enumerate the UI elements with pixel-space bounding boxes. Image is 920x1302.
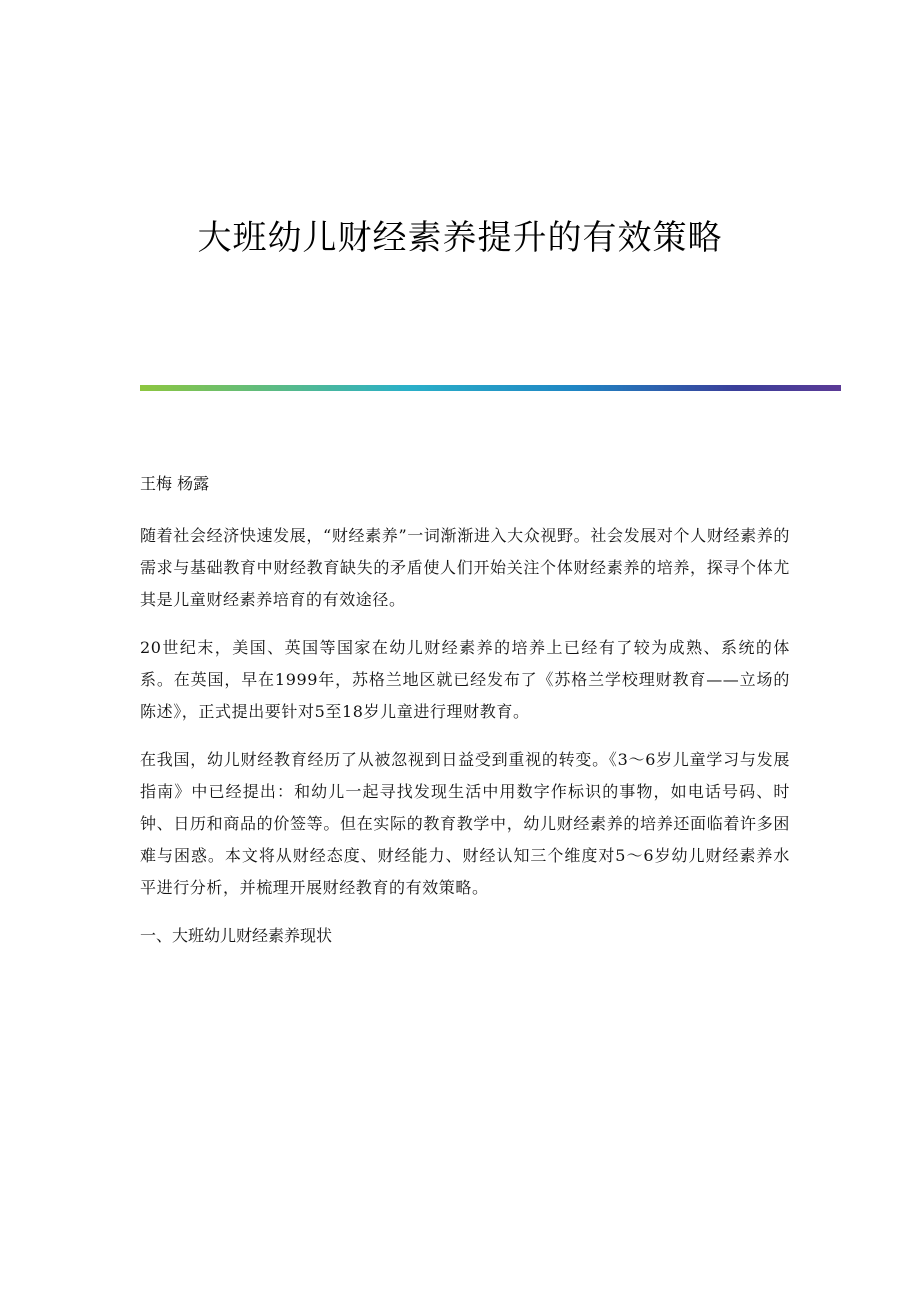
paragraph-international: 20世纪末，美国、英国等国家在幼儿财经素养的培养上已经有了较为成熟、系统的体系。在英国，早在1999年，苏格兰地区就已经发布了《苏格兰学校理财教育——立场的陈述》，正式提出要针对5至18岁儿童进行理财教育。 [140, 638, 790, 721]
paragraph-china: 在我国，幼儿财经教育经历了从被忽视到日益受到重视的转变。《3～6岁儿童学习与发展指南》中已经提出：和幼儿一起寻找发现生活中用数字作标识的事物，如电话号码、时钟、日历和商品的价签等。但在实际的教育教学中，幼儿财经素养的培养还面临着许多困难与困惑。本文将从财经态度、财经能力、财经认知三个维度对5～6岁幼儿财经素养水平进行分析，并梳理开展财经教育的有效策略。 [140, 750, 790, 897]
authors-line: 王梅 杨露 [140, 474, 210, 493]
section-heading: 一、大班幼儿财经素养现状 [140, 926, 333, 945]
paragraph-intro: 随着社会经济快速发展，“财经素养”一词渐渐进入大众视野。社会发展对个人财经素养的需求与基础教育中财经教育缺失的矛盾使人们开始关注个体财经素养的培养，探寻个体尤其是儿童财经素养培育的有效途径。 [140, 526, 790, 609]
document-body [140, 468, 790, 952]
document-title: 大班幼儿财经素养提升的有效策略 [197, 218, 723, 258]
title-divider-rule [140, 385, 841, 391]
